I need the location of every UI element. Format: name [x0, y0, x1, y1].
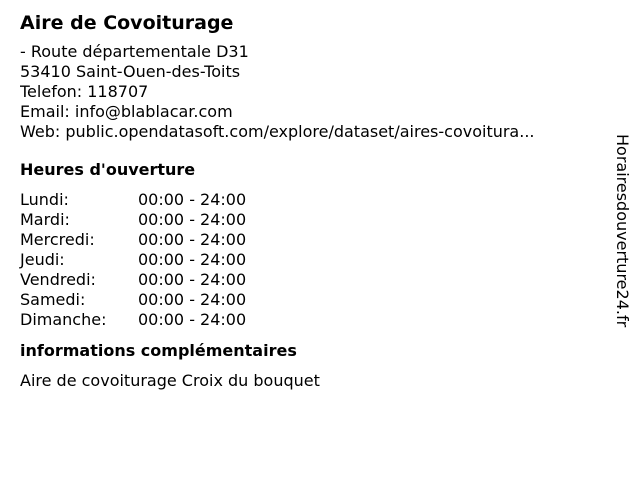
site-brand-vertical: Horairesdouverture24.fr [613, 134, 632, 328]
day-label: Dimanche: [20, 310, 107, 329]
additional-info-heading: informations complémentaires [20, 341, 297, 360]
time-range: 00:00 - 24:00 [138, 290, 247, 309]
place-details [20, 10, 600, 391]
time-range: 00:00 - 24:00 [138, 190, 247, 209]
time-range: 00:00 - 24:00 [138, 270, 247, 289]
day-label: Mardi: [20, 210, 70, 229]
time-range: 00:00 - 24:00 [138, 250, 247, 269]
day-label: Samedi: [20, 290, 86, 309]
time-range: 00:00 - 24:00 [138, 310, 247, 329]
address-street: - Route départementale D31 [20, 42, 249, 61]
time-range: 00:00 - 24:00 [138, 210, 247, 229]
email-line: Email: info@blablacar.com [20, 102, 233, 121]
hours-row-saturday [20, 290, 246, 310]
phone-line: Telefon: 118707 [20, 82, 149, 101]
hours-row-tuesday [20, 210, 246, 230]
hours-row-wednesday [20, 230, 246, 250]
day-label: Vendredi: [20, 270, 96, 289]
day-label: Lundi: [20, 190, 69, 209]
additional-info-text: Aire de covoiturage Croix du bouquet [20, 371, 320, 390]
hours-row-friday [20, 270, 246, 290]
hours-row-sunday [20, 310, 246, 330]
opening-hours-heading: Heures d'ouverture [20, 160, 196, 179]
day-label: Mercredi: [20, 230, 95, 249]
page-title: Aire de Covoiturage [20, 12, 234, 34]
web-line: Web: public.opendatasoft.com/explore/dataset/aires-covoitura... [20, 122, 535, 141]
opening-hours-table [20, 190, 246, 330]
time-range: 00:00 - 24:00 [138, 230, 247, 249]
hours-row-thursday [20, 250, 246, 270]
address-city: 53410 Saint-Ouen-des-Toits [20, 62, 241, 81]
hours-row-monday [20, 190, 246, 210]
day-label: Jeudi: [20, 250, 65, 269]
